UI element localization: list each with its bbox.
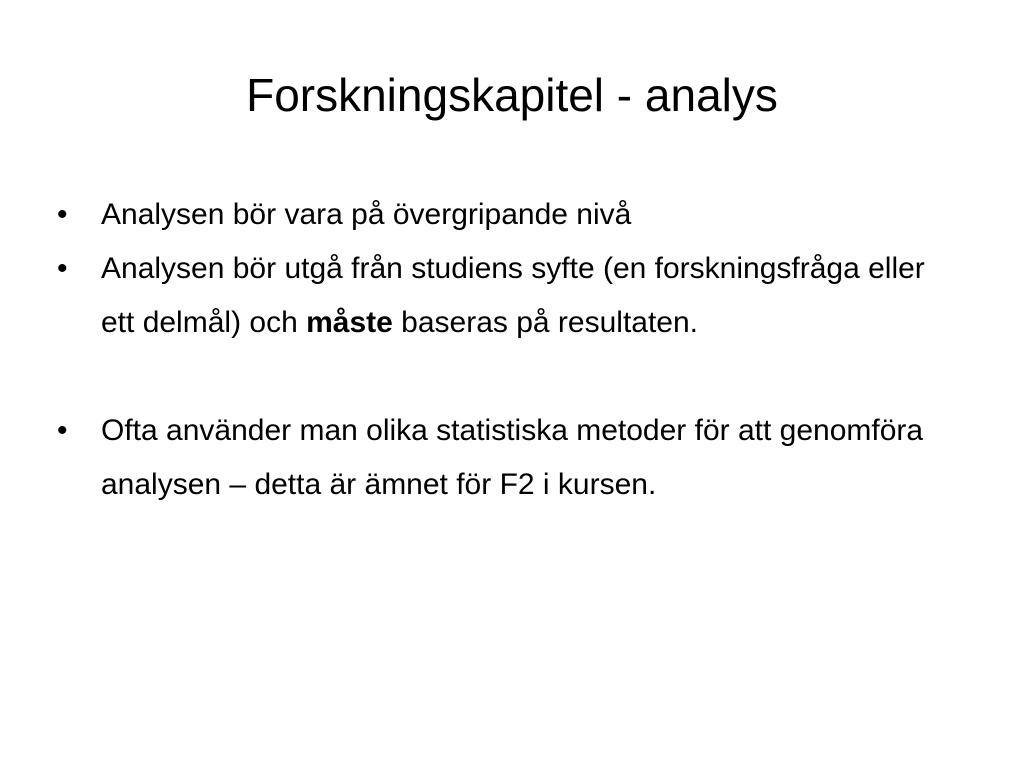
bullet-list	[51, 188, 951, 512]
bullet-text-end: baseras på resultaten.	[392, 306, 698, 339]
bullet-marker: •	[57, 252, 68, 285]
bullet-item	[51, 188, 951, 242]
slide-title: Forskningskapitel - analys	[246, 69, 778, 121]
bullet-marker: •	[57, 414, 68, 447]
bullet-text-emphasis: måste	[306, 306, 393, 339]
bullet-item	[51, 404, 951, 512]
bullet-text	[101, 242, 951, 350]
bullet-marker: •	[57, 198, 68, 231]
bullet-text-start: Analysen bör utgå från studiens syfte (en forskningsfråga eller ett delmål) och	[101, 252, 925, 339]
bullet-text: Analysen bör vara på övergripande nivå	[101, 198, 632, 231]
bullet-text: Ofta använder man olika statistiska metoder för att genomföra analysen – detta är ämnet för F2 i kursen.	[101, 414, 924, 501]
bullet-item	[51, 242, 951, 350]
